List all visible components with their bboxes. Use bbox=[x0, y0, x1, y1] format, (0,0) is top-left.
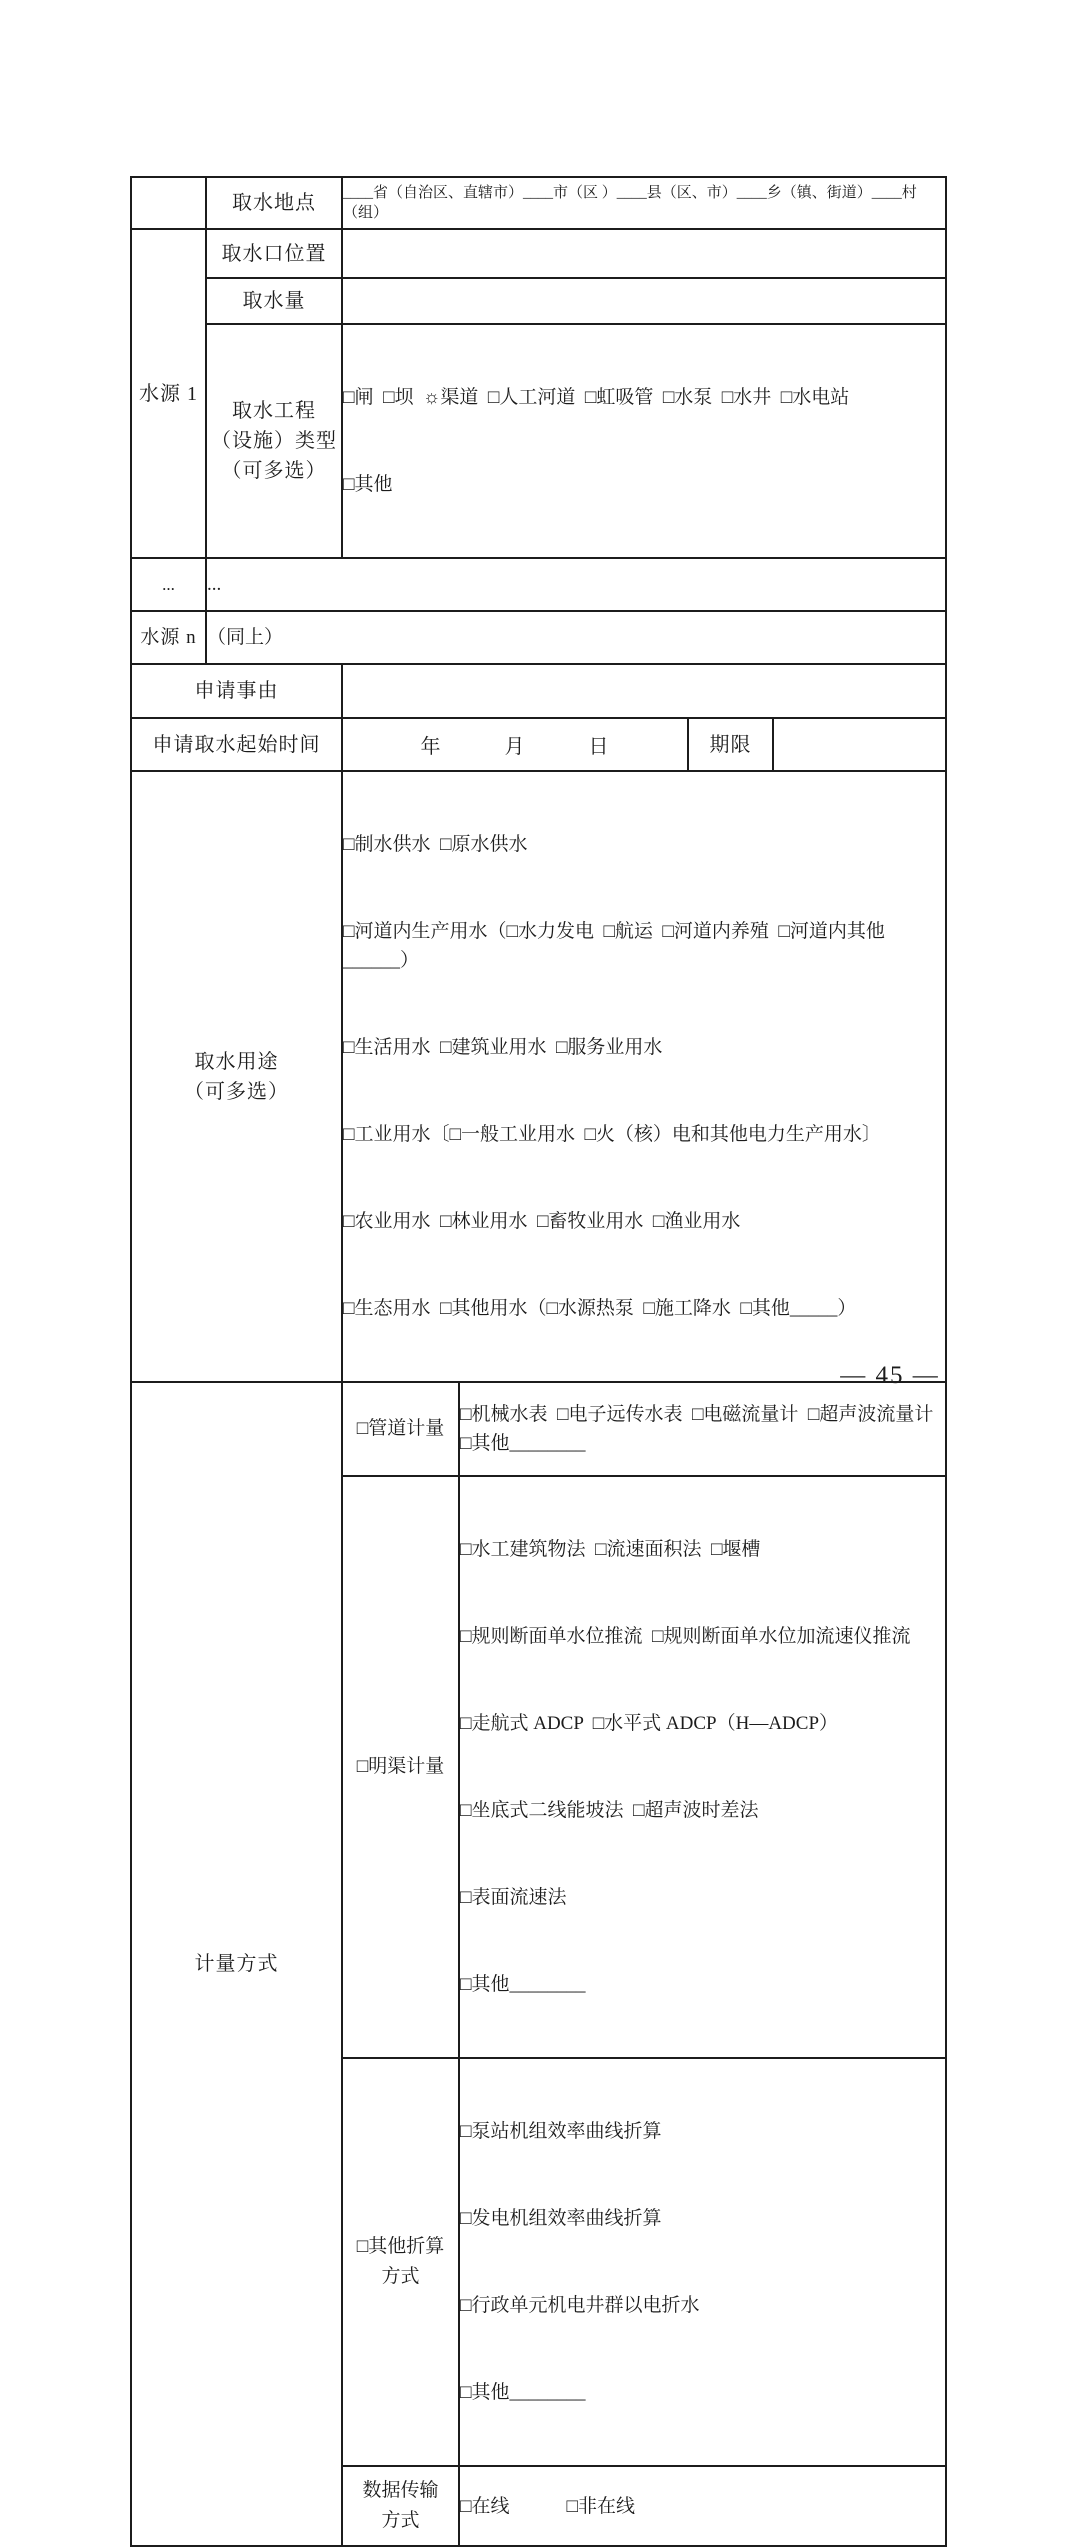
term-label: 期限 bbox=[688, 718, 773, 771]
source1-label: 水源 1 bbox=[131, 229, 206, 558]
open-channel-option-line2: □规则断面单水位推流 □规则断面单水位加流速仪推流 bbox=[460, 1626, 911, 1647]
other-conversion-option-line1: □泵站机组效率曲线折算 bbox=[460, 2121, 662, 2142]
data-transfer-options: □在线 □非在线 bbox=[459, 2466, 946, 2546]
usage-options bbox=[342, 771, 946, 1382]
open-channel-option-line3: □走航式 ADCP □水平式 ADCP（H—ADCP） bbox=[460, 1713, 839, 1734]
empty-corner-cell bbox=[131, 177, 206, 229]
apply-reason-value bbox=[342, 664, 946, 718]
intake-outlet-label: 取水口位置 bbox=[206, 229, 342, 278]
pipe-metering-label: □管道计量 bbox=[342, 1382, 459, 1476]
start-time-label: 申请取水起始时间 bbox=[131, 718, 342, 771]
usage-label bbox=[131, 771, 342, 1382]
row-pipe-metering bbox=[131, 1382, 946, 1476]
row-intake-outlet bbox=[131, 229, 946, 278]
open-channel-option-line5: □表面流速法 bbox=[460, 1887, 567, 1908]
other-conversion-label bbox=[342, 2058, 459, 2466]
usage-option-line4: □工业用水〔□一般工业用水 □火（核）电和其他电力生产用水〕 bbox=[343, 1124, 881, 1145]
other-conversion-option-line3: □行政单元机电井群以电折水 bbox=[460, 2295, 700, 2316]
usage-option-line5: □农业用水 □林业用水 □畜牧业用水 □渔业用水 bbox=[343, 1211, 741, 1232]
source-n-label: 水源 n bbox=[131, 611, 206, 664]
data-transfer-label-line2: 方式 bbox=[381, 2510, 420, 2531]
intake-place-value: ____省（自治区、直辖市）____市（区 ）____县（区、市）____乡（镇、街道）____村（组） bbox=[342, 177, 946, 229]
intake-project-label-line3: （可多选） bbox=[221, 460, 327, 482]
usage-option-line2: □河道内生产用水（□水力发电 □航运 □河道内养殖 □河道内其他______） bbox=[343, 921, 885, 971]
intake-project-label bbox=[206, 324, 342, 558]
row-intake-project-type bbox=[131, 324, 946, 558]
usage-label-line2: （可多选） bbox=[184, 1080, 289, 1103]
intake-volume-label: 取水量 bbox=[206, 278, 342, 324]
intake-volume-value bbox=[342, 278, 946, 324]
open-channel-option-line6: □其他________ bbox=[460, 1974, 586, 1995]
intake-project-options-line2: □其他 bbox=[343, 474, 393, 495]
intake-project-options-line1: □闸 □坝 ☼渠道 □人工河道 □虹吸管 □水泵 □水井 □水电站 bbox=[343, 387, 850, 408]
other-conversion-label-line2: 方式 bbox=[381, 2266, 420, 2287]
usage-label-line1: 取水用途 bbox=[194, 1050, 279, 1073]
ellipsis-value: ... bbox=[206, 558, 946, 611]
other-conversion-label-line1: □其他折算 bbox=[356, 2236, 445, 2257]
data-transfer-label bbox=[342, 2466, 459, 2546]
start-time-value: 年 月 日 bbox=[342, 718, 688, 771]
pipe-metering-options: □机械水表 □电子远传水表 □电磁流量计 □超声波流量计 □其他________ bbox=[459, 1382, 946, 1476]
row-ellipsis bbox=[131, 558, 946, 611]
other-conversion-options bbox=[459, 2058, 946, 2466]
ellipsis-label: ... bbox=[131, 558, 206, 611]
intake-project-label-line2: （设施）类型 bbox=[211, 430, 337, 452]
data-transfer-label-line1: 数据传输 bbox=[362, 2480, 439, 2501]
other-conversion-option-line4: □其他________ bbox=[460, 2382, 586, 2403]
page-number: — 45 — bbox=[840, 1362, 940, 1389]
intake-project-options bbox=[342, 324, 946, 558]
usage-option-line1: □制水供水 □原水供水 bbox=[343, 834, 528, 855]
open-channel-options bbox=[459, 1476, 946, 2058]
row-apply-reason bbox=[131, 664, 946, 718]
intake-outlet-value bbox=[342, 229, 946, 278]
usage-option-line3: □生活用水 □建筑业用水 □服务业用水 bbox=[343, 1037, 663, 1058]
term-value bbox=[773, 718, 946, 771]
water-intake-application-table bbox=[130, 176, 947, 2547]
intake-place-label: 取水地点 bbox=[206, 177, 342, 229]
open-channel-option-line1: □水工建筑物法 □流速面积法 □堰槽 bbox=[460, 1539, 761, 1560]
row-start-time bbox=[131, 718, 946, 771]
measurement-label: 计量方式 bbox=[131, 1382, 342, 2546]
row-water-usage bbox=[131, 771, 946, 1382]
row-source-n bbox=[131, 611, 946, 664]
intake-project-label-line1: 取水工程 bbox=[232, 400, 316, 422]
apply-reason-label: 申请事由 bbox=[131, 664, 342, 718]
usage-option-line6: □生态用水 □其他用水（□水源热泵 □施工降水 □其他_____） bbox=[343, 1298, 857, 1319]
open-channel-option-line4: □坐底式二线能坡法 □超声波时差法 bbox=[460, 1800, 759, 1821]
source-n-value: （同上） bbox=[206, 611, 946, 664]
other-conversion-option-line2: □发电机组效率曲线折算 bbox=[460, 2208, 662, 2229]
row-intake-volume bbox=[131, 278, 946, 324]
open-channel-label: □明渠计量 bbox=[342, 1476, 459, 2058]
row-intake-place bbox=[131, 177, 946, 229]
